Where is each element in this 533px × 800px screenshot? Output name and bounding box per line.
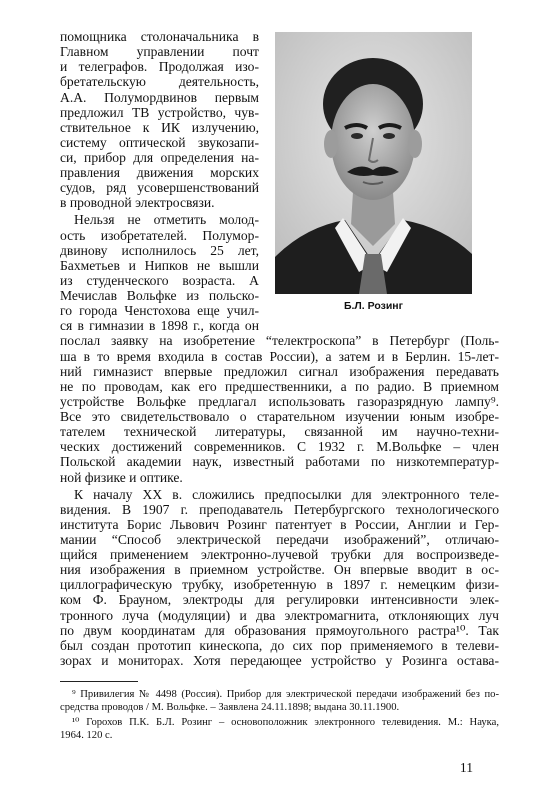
text-line: бретательскую деятельность, — [60, 74, 259, 90]
text-line: ся в гимназии в 1898 г., когда он — [60, 318, 259, 334]
text-line: ной физике и оптике. — [60, 469, 183, 485]
text-line: тателем технической литературы, связанной им научно-техни- — [60, 424, 499, 440]
text-line: двинову исполнилось 25 лет, — [60, 242, 259, 258]
text-line: го города Ченстохова еще учил- — [60, 303, 259, 319]
text-line: предложил ТВ устройство, чув- — [60, 104, 259, 120]
text-line: систему оптической звукозапи- — [60, 134, 259, 150]
text-line: был создан прототип кинескопа, до сих пор применяемого в телеви- — [60, 637, 499, 653]
text-line: не по проводам, как его предшественники, а по радио. В приемном — [60, 378, 499, 394]
text-line: судов, ряд усовершенствований — [60, 180, 259, 196]
page-number: 11 — [459, 760, 473, 775]
text-line: по двум координатам для образования прямоугольного растра¹⁰. Так — [60, 622, 499, 638]
text-line: института Борис Львович Розинг патентует в России, Англии и Гер- — [60, 516, 499, 532]
text-line: в проводной электросвязи. — [60, 195, 215, 211]
portrait-image — [275, 32, 472, 294]
text-line: Мечислав Вольфке из польско- — [60, 288, 259, 304]
text-line: ость изобретателей. Полумор- — [60, 227, 259, 243]
photo-caption: Б.Л. Розинг — [343, 300, 404, 312]
text-line: циллографическую трубку, изобретенную в 1897 г. немецким физи- — [60, 577, 499, 593]
text-line: зорах и мониторах. Хотя передающее устройство у Розинга остава- — [60, 653, 499, 668]
text-line: Нельзя не отметить молод- — [74, 212, 259, 228]
text-line: ния изображения в приемном устройстве. Он впервые вводит в ос- — [60, 562, 499, 578]
text-line: К началу XX в. сложились предпосылки для электронного теле- — [74, 486, 499, 502]
text-line: Польской академии наук, известный работами по низкотемператур- — [60, 454, 499, 470]
text-line: мании “Способ электрической передачи изображений”, отличаю- — [60, 531, 499, 547]
text-line: Все это свидетельствовало о старательном изучении юным изобре- — [60, 409, 499, 425]
text-line: си, прибор для определения на- — [60, 150, 259, 166]
footnote-line: средства проводов / М. Вольфке. – Заявлена 24.11.1898; выдана 30.11.1900. — [60, 702, 400, 713]
text-line: Главном управлении почт — [60, 44, 259, 60]
text-line: помощника столоначальника в — [60, 29, 259, 44]
portrait-photo — [275, 32, 472, 294]
text-line: послал заявку на изобретение “телектроскопа” в Петербург (Поль- — [60, 333, 499, 349]
text-line: ствительное к ИК излучению, — [60, 119, 259, 135]
footnote-line: ⁹ Привилегия № 4498 (Россия). Прибор для электрической передачи изображений без по- — [72, 689, 499, 700]
text-line: Бахметьев и Нипков не вышли — [60, 257, 259, 273]
footnote-rule — [60, 681, 138, 682]
footnote-line: ¹⁰ Горохов П.К. Б.Л. Розинг – основоположник электронного телевидения. М.: Наука, — [72, 717, 499, 728]
text-line: правления движения морских — [60, 165, 259, 181]
text-line: устройстве Вольфке предлагал использовать газоразрядную лампу⁹. — [60, 393, 499, 409]
text-line: щийся применением электронно-лучевой трубки для воспроизведе- — [60, 547, 499, 563]
text-line: тронного луча (модуляции) и два электромагнита, отклоняющих луч — [60, 607, 499, 623]
text-line: ческих достижений современников. С 1932 г. М.Вольфке – член — [60, 439, 499, 455]
text-line: из студенческого возраста. А — [60, 272, 259, 288]
text-line: ком Ф. Брауном, электроды для регулировки интенсивности элек- — [60, 592, 499, 608]
text-line: ша в то время входила в состав России), а затем и в Берлин. 15-лет- — [60, 348, 499, 364]
text-line: и телеграфов. Продолжая изо- — [60, 59, 259, 75]
footnote-line: 1964. 120 с. — [60, 730, 113, 741]
text-line: видения. В 1907 г. преподаватель Петербургского технологического — [60, 501, 499, 517]
text-line: ний гимназист впервые предложил сигнал изображения передавать — [60, 363, 499, 379]
text-line: А.А. Полумордвинов первым — [60, 89, 259, 105]
